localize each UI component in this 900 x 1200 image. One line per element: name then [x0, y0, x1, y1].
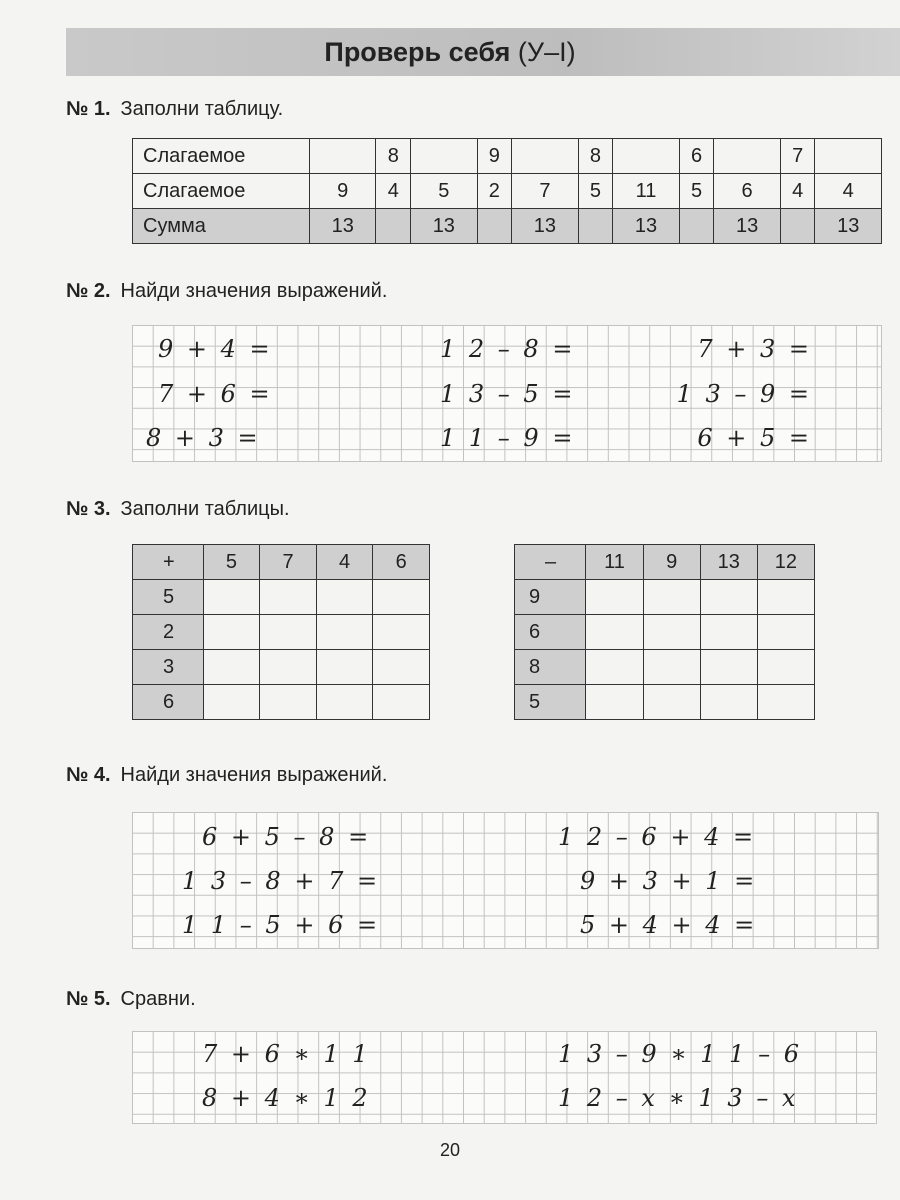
- table-cell[interactable]: 5: [411, 174, 477, 209]
- table-cell[interactable]: 13: [815, 209, 882, 244]
- table-cell[interactable]: 6: [714, 174, 780, 209]
- answer-cell[interactable]: [203, 580, 260, 615]
- title-bold: Проверь себя: [324, 37, 511, 67]
- answer-cell[interactable]: [700, 580, 757, 615]
- addition-table: [132, 544, 430, 720]
- column-header: 5: [203, 545, 260, 580]
- table-cell[interactable]: 8: [578, 139, 613, 174]
- row-header: 6: [133, 685, 204, 720]
- expression: 1 3 – 5 =: [440, 380, 576, 408]
- table-cell[interactable]: [376, 209, 411, 244]
- table-row: [133, 139, 882, 174]
- table-cell[interactable]: 4: [780, 174, 815, 209]
- table-cell[interactable]: 4: [815, 174, 882, 209]
- expression: 6 + 5 =: [697, 424, 812, 452]
- answer-cell[interactable]: [757, 685, 814, 720]
- answer-cell[interactable]: [643, 580, 700, 615]
- answer-cell[interactable]: [586, 685, 643, 720]
- answer-cell[interactable]: [643, 685, 700, 720]
- row-header: 9: [515, 580, 586, 615]
- table-cell[interactable]: [411, 139, 477, 174]
- table-cell[interactable]: [578, 209, 613, 244]
- expression: 1 3 – 8 + 7 =: [182, 867, 381, 895]
- operator-cell: –: [515, 545, 586, 580]
- column-header: 9: [643, 545, 700, 580]
- table-row: [133, 580, 430, 615]
- table-cell[interactable]: 6: [679, 139, 714, 174]
- expression: 1 1 – 5 + 6 =: [182, 911, 381, 939]
- answer-cell[interactable]: [643, 615, 700, 650]
- expression: 1 1 – 9 =: [440, 424, 576, 452]
- table-cell[interactable]: [714, 139, 780, 174]
- expression: 9 + 3 + 1 =: [580, 867, 758, 895]
- table-cell[interactable]: [310, 139, 376, 174]
- comparison-expression[interactable]: 8 + 4 ∗ 1 2: [202, 1084, 371, 1112]
- answer-cell[interactable]: [373, 580, 430, 615]
- expression: 1 2 – 8 =: [440, 335, 576, 363]
- table-cell[interactable]: 13: [310, 209, 376, 244]
- answer-cell[interactable]: [260, 615, 317, 650]
- table-cell[interactable]: 8: [376, 139, 411, 174]
- answer-cell[interactable]: [700, 650, 757, 685]
- task-4-heading: [66, 764, 387, 787]
- task-2-heading: [66, 280, 387, 303]
- title-suffix: (У–I): [517, 37, 576, 67]
- sum-table: [132, 138, 882, 244]
- page-title: [0, 28, 900, 76]
- table-cell[interactable]: [477, 209, 512, 244]
- comparison-expression[interactable]: 1 3 – 9 ∗ 1 1 – 6: [558, 1040, 802, 1068]
- answer-cell[interactable]: [373, 615, 430, 650]
- expression: 7 + 3 =: [697, 335, 812, 363]
- subtraction-table: [514, 544, 815, 720]
- answer-cell[interactable]: [373, 650, 430, 685]
- table-cell[interactable]: 4: [376, 174, 411, 209]
- column-header: 13: [700, 545, 757, 580]
- answer-cell[interactable]: [700, 685, 757, 720]
- table-cell[interactable]: [679, 209, 714, 244]
- table-cell[interactable]: 7: [512, 174, 578, 209]
- column-header: 11: [586, 545, 643, 580]
- table-cell[interactable]: 7: [780, 139, 815, 174]
- task-number: № 1.: [66, 98, 111, 120]
- table-row: [515, 615, 815, 650]
- answer-cell[interactable]: [373, 685, 430, 720]
- expression: 6 + 5 – 8 =: [202, 823, 372, 851]
- answer-cell[interactable]: [260, 650, 317, 685]
- task-text: Заполни таблицу.: [120, 98, 284, 120]
- answer-cell[interactable]: [260, 685, 317, 720]
- row-header: 3: [133, 650, 204, 685]
- expression: 1 3 – 9 =: [676, 380, 812, 408]
- table-cell[interactable]: [815, 139, 882, 174]
- row-label: Слагаемое: [133, 174, 310, 209]
- row-header: 5: [133, 580, 204, 615]
- table-cell[interactable]: 2: [477, 174, 512, 209]
- expression: 7 + 6 =: [158, 380, 273, 408]
- table-cell[interactable]: 5: [578, 174, 613, 209]
- column-header: 6: [373, 545, 430, 580]
- table-row: [515, 650, 815, 685]
- page-number: 20: [439, 1140, 461, 1160]
- row-header: 8: [515, 650, 586, 685]
- task-text: Найди значения выражений.: [120, 764, 388, 786]
- task-1-heading: [66, 98, 283, 121]
- table-cell[interactable]: 9: [310, 174, 376, 209]
- task-text: Заполни таблицы.: [120, 498, 290, 520]
- table-row: [133, 685, 430, 720]
- table-row: [515, 580, 815, 615]
- row-header: 6: [515, 615, 586, 650]
- answer-cell[interactable]: [316, 580, 373, 615]
- row-label: Сумма: [133, 209, 310, 244]
- table-row: [133, 209, 882, 244]
- task-number: № 4.: [66, 764, 111, 786]
- table-cell[interactable]: 5: [679, 174, 714, 209]
- table-cell[interactable]: 13: [714, 209, 780, 244]
- table-row: [515, 545, 815, 580]
- table-cell[interactable]: [512, 139, 578, 174]
- answer-cell[interactable]: [757, 580, 814, 615]
- answer-cell[interactable]: [700, 615, 757, 650]
- table-row: [133, 650, 430, 685]
- answer-cell[interactable]: [757, 615, 814, 650]
- answer-cell[interactable]: [586, 580, 643, 615]
- task-number: № 2.: [66, 280, 111, 302]
- table-cell[interactable]: 13: [512, 209, 578, 244]
- row-label: Слагаемое: [133, 139, 310, 174]
- answer-cell[interactable]: [757, 650, 814, 685]
- answer-cell[interactable]: [316, 650, 373, 685]
- table-cell[interactable]: [613, 139, 679, 174]
- row-header: 2: [133, 615, 204, 650]
- comparison-expression[interactable]: 7 + 6 ∗ 1 1: [202, 1040, 371, 1068]
- task-number: № 3.: [66, 498, 111, 520]
- table-cell[interactable]: 13: [613, 209, 679, 244]
- row-header: 5: [515, 685, 586, 720]
- table-cell[interactable]: 11: [613, 174, 679, 209]
- column-header: 12: [757, 545, 814, 580]
- answer-cell[interactable]: [203, 615, 260, 650]
- column-header: 4: [316, 545, 373, 580]
- table-row: [133, 615, 430, 650]
- answer-cell[interactable]: [260, 580, 317, 615]
- expression: 1 2 – 6 + 4 =: [558, 823, 757, 851]
- expression: 8 + 3 =: [146, 424, 261, 452]
- task-3-heading: [66, 498, 290, 521]
- answer-cell[interactable]: [203, 650, 260, 685]
- expression: 9 + 4 =: [158, 335, 273, 363]
- table-cell[interactable]: [780, 209, 815, 244]
- comparison-expression[interactable]: 1 2 – x ∗ 1 3 – x: [558, 1084, 799, 1112]
- answer-cell[interactable]: [586, 650, 643, 685]
- answer-cell[interactable]: [586, 615, 643, 650]
- answer-cell[interactable]: [643, 650, 700, 685]
- table-cell[interactable]: 13: [411, 209, 477, 244]
- column-header: 7: [260, 545, 317, 580]
- answer-cell[interactable]: [316, 615, 373, 650]
- table-row: [515, 685, 815, 720]
- task-5-heading: [66, 988, 196, 1011]
- table-cell[interactable]: 9: [477, 139, 512, 174]
- answer-cell[interactable]: [316, 685, 373, 720]
- expression: 5 + 4 + 4 =: [580, 911, 758, 939]
- table-row: [133, 545, 430, 580]
- task-text: Сравни.: [120, 988, 196, 1010]
- answer-cell[interactable]: [203, 685, 260, 720]
- table-row: [133, 174, 882, 209]
- task-text: Найди значения выражений.: [120, 280, 388, 302]
- task-number: № 5.: [66, 988, 111, 1010]
- operator-cell: +: [133, 545, 204, 580]
